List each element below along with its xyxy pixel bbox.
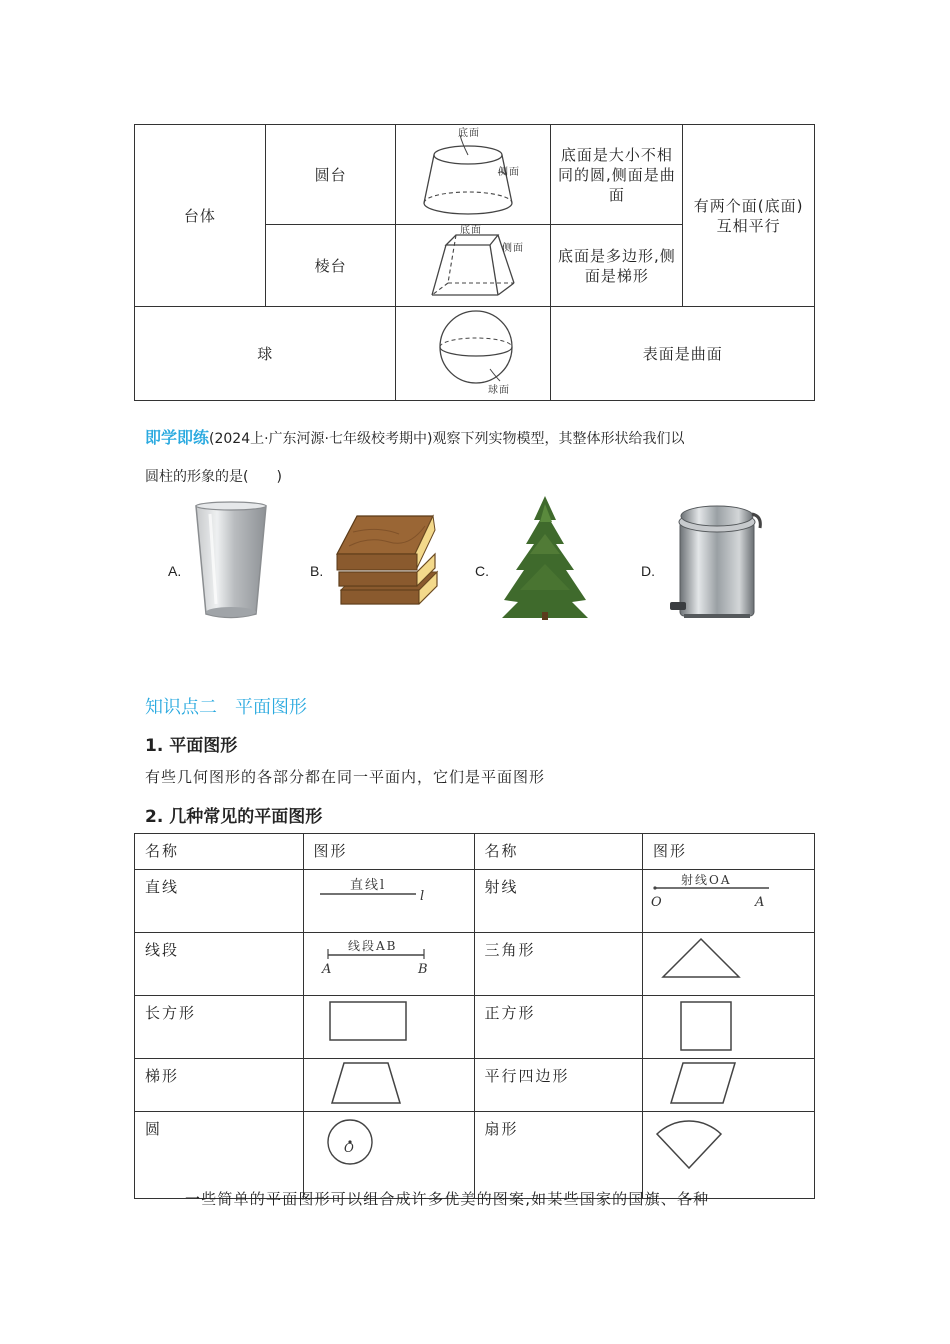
- glass-image[interactable]: [194, 500, 268, 622]
- row-segment-name: 线段: [135, 933, 304, 996]
- sphere-desc: 表面是曲面: [551, 307, 815, 401]
- rectangle-diagram: [304, 996, 474, 1054]
- ray-diagram: [643, 870, 814, 928]
- line-figure: [303, 870, 474, 933]
- circle-figure: [303, 1112, 474, 1199]
- group-label-cell: 台体: [135, 125, 266, 307]
- prism-base-label: 底面: [460, 225, 483, 236]
- sector-diagram: [643, 1112, 814, 1194]
- triangle-figure: [643, 933, 815, 996]
- header-name-2: 名称: [474, 834, 643, 870]
- subheading-1: 1. 平面图形: [145, 736, 238, 756]
- shapes-table: [134, 833, 815, 1199]
- bottom-paragraph: 一些简单的平面图形可以组合成许多优美的图案,如某些国家的国旗、各种: [185, 1190, 710, 1208]
- option-d-label[interactable]: D.: [641, 563, 655, 579]
- sphere-diagram: [398, 307, 548, 395]
- shared-desc: 有两个面(底面)互相平行: [683, 125, 815, 307]
- sector-figure: [643, 1112, 815, 1199]
- trapezoid-figure: [303, 1059, 474, 1112]
- frustum-base-label: 底面: [458, 128, 481, 139]
- ray-figure: [643, 870, 815, 933]
- row-ray-name: 射线: [474, 870, 643, 933]
- prism-frustum-diagram: [398, 225, 548, 301]
- segment-a-label: A: [321, 962, 333, 977]
- segment-diagram: [304, 933, 474, 991]
- books-image[interactable]: [329, 506, 441, 618]
- header-figure-1: 图形: [303, 834, 474, 870]
- row-triangle-name: 三角形: [474, 933, 643, 996]
- header-figure-2: 图形: [643, 834, 815, 870]
- option-a-label[interactable]: A.: [168, 563, 182, 579]
- subheading-2: 2. 几种常见的平面图形: [145, 807, 323, 827]
- rectangle-figure: [303, 996, 474, 1059]
- trash-can-image[interactable]: [664, 498, 774, 622]
- square-figure: [643, 996, 815, 1059]
- row-sector-name: 扇形: [474, 1112, 643, 1199]
- line-label: 直线l: [349, 878, 386, 893]
- prism-frustum-figure: [396, 225, 551, 307]
- frustum-desc: 底面是大小不相同的圆,侧面是曲面: [551, 125, 683, 225]
- sphere-surface-label: 球面: [488, 385, 511, 395]
- frustum-diagram: [398, 125, 548, 219]
- triangle-diagram: [643, 933, 814, 991]
- tree-image[interactable]: [500, 494, 590, 622]
- prism-frustum-name: 棱台: [265, 225, 396, 307]
- row-rectangle-name: 长方形: [135, 996, 304, 1059]
- ray-o-label: O: [651, 895, 664, 910]
- ray-label: 射线OA: [681, 873, 732, 887]
- section-title: 知识点二 平面图形: [145, 697, 307, 718]
- solids-table: [134, 124, 815, 401]
- parallelogram-diagram: [643, 1059, 814, 1107]
- row-line-name: 直线: [135, 870, 304, 933]
- sphere-name: 球: [135, 307, 396, 401]
- segment-b-label: B: [417, 962, 430, 977]
- option-c-label[interactable]: C.: [475, 563, 489, 579]
- ray-a-label: A: [755, 895, 767, 910]
- circle-diagram: [304, 1112, 474, 1194]
- circle-center-label: O: [343, 1141, 356, 1155]
- square-diagram: [643, 996, 814, 1054]
- row-parallelogram-name: 平行四边形: [474, 1059, 643, 1112]
- exercise-line2: 圆柱的形象的是( ): [145, 469, 282, 485]
- exercise-heading: 即学即练: [145, 428, 210, 447]
- parallelogram-figure: [643, 1059, 815, 1112]
- line-diagram: [304, 870, 474, 928]
- frustum-name: 圆台: [265, 125, 396, 225]
- line-end-label: l: [419, 889, 426, 904]
- sphere-figure: [396, 307, 551, 401]
- exercise-line1: [145, 428, 684, 449]
- row-trapezoid-name: 梯形: [135, 1059, 304, 1112]
- row-square-name: 正方形: [474, 996, 643, 1059]
- frustum-side-label: 侧面: [498, 167, 521, 178]
- segment-label: 线段AB: [347, 939, 397, 953]
- frustum-figure: [396, 125, 551, 225]
- segment-figure: [303, 933, 474, 996]
- prism-frustum-desc: 底面是多边形,侧面是梯形: [551, 225, 683, 307]
- exercise-source: (2024上·广东河源·七年级校考期中)观察下列实物模型，其整体形状给我们以: [209, 431, 685, 447]
- option-b-label[interactable]: B.: [310, 563, 324, 579]
- prism-side-label: 侧面: [502, 243, 525, 254]
- header-name-1: 名称: [135, 834, 304, 870]
- row-circle-name: 圆: [135, 1112, 304, 1199]
- trapezoid-diagram: [304, 1059, 474, 1107]
- paragraph-1: 有些几何图形的各部分都在同一平面内，它们是平面图形: [145, 768, 546, 786]
